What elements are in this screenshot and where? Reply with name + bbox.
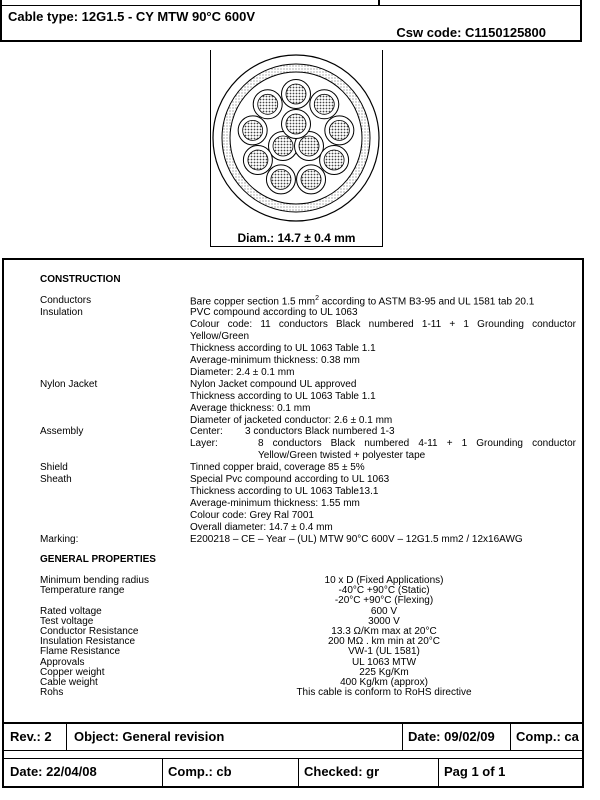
- general-row-label: Rated voltage: [40, 605, 102, 617]
- header-divider-tick: [378, 0, 380, 6]
- general-row-value: VW-1 (UL 1581): [348, 646, 420, 658]
- nylon-line-3: Average thickness: 0.1 mm: [190, 403, 311, 414]
- header-divider-line: [2, 5, 580, 6]
- general-row-value: This cable is conform to RoHS directive: [296, 687, 472, 699]
- footer-divider-2: [298, 758, 299, 786]
- construction-title: CONSTRUCTION: [40, 274, 121, 285]
- insulation-line-4: Thickness according to UL 1063 Table 1.1: [190, 343, 376, 354]
- footer-divider-1: [162, 758, 163, 786]
- general-row-value: 3000 V: [368, 615, 400, 627]
- general-row-label: Cable weight: [40, 677, 98, 688]
- conductor-copper: [324, 150, 344, 170]
- cable-cross-section-box: [210, 50, 383, 247]
- sheath-line-1: Special Pvc compound according to UL 1063: [190, 474, 390, 485]
- nylon-label: Nylon Jacket: [40, 379, 98, 390]
- general-row-label: Approvals: [40, 656, 85, 668]
- general-row-value: -20°C +90°C (Flexing): [334, 595, 434, 607]
- assembly-layer-key: Layer:: [190, 438, 218, 449]
- sheath-line-3: Average-minimum thickness: 1.55 mm: [190, 498, 360, 509]
- specification-box: [2, 258, 584, 724]
- footer-divider-top: [4, 750, 582, 751]
- conductor-copper: [248, 150, 268, 170]
- revision-object: Object: General revision: [74, 729, 225, 744]
- general-row-value: 600 V: [370, 605, 398, 617]
- cable-type: Cable type: 12G1.5 - CY MTW 90°C 600V: [8, 9, 255, 24]
- revision-number: Rev.: 2: [10, 729, 52, 744]
- nylon-line-2: Thickness according to UL 1063 Table 1.1: [190, 391, 376, 402]
- csw-code: Csw code: C1150125800: [396, 25, 546, 40]
- conductors-label: Conductors: [40, 295, 92, 306]
- general-row-value: 400 Kg/km (approx): [340, 677, 428, 688]
- general-row-label: Flame Resistance: [40, 646, 121, 658]
- footer-divider-mid: [4, 758, 582, 759]
- marking-value: E200218 – CE – Year – (UL) MTW 90°C 600V – 12G1.5 mm2 / 12x16AWG: [190, 534, 523, 545]
- general-row-label: Conductor Resistance: [40, 626, 139, 637]
- conductor-copper: [286, 114, 306, 134]
- assembly-center-value: 3 conductors Black numbered 1-3: [245, 426, 395, 437]
- insulation-label: Insulation: [40, 307, 83, 318]
- footer-page: Pag 1 of 1: [444, 764, 506, 779]
- general-row-value: 200 MΩ . km min at 20°C: [327, 636, 441, 648]
- footer-box: [2, 722, 584, 788]
- general-row-label: Rohs: [40, 687, 64, 699]
- nylon-line-4: Diameter of jacketed conductor: 2.6 ± 0.1 mm: [190, 415, 393, 426]
- general-row-label: Insulation Resistance: [40, 636, 136, 648]
- insulation-line-2: Colour code: 11 conductors Black numbered 1-11 + 1 Grounding conductor: [190, 319, 576, 330]
- general-row-label: Copper weight: [40, 666, 105, 678]
- insulation-line-1: PVC compound according to UL 1063: [190, 307, 358, 318]
- assembly-label: Assembly: [40, 426, 84, 437]
- sheath-line-5: Overall diameter: 14.7 ± 0.4 mm: [190, 522, 333, 533]
- rev-divider-3: [510, 722, 511, 750]
- footer-date: Date: 22/04/08: [10, 764, 97, 779]
- assembly-center-key: Center:: [190, 426, 223, 437]
- assembly-layer-value-1: 8 conductors Black numbered 4-11 + 1 Grounding conductor: [258, 438, 576, 449]
- cable-cross-section-drawing: [211, 50, 382, 230]
- conductor-copper: [299, 136, 319, 156]
- general-row-value: 13.3 Ω/Km max at 20°C: [331, 626, 437, 637]
- conductor-copper: [286, 84, 306, 104]
- general-row-value: 10 x D (Fixed Applications): [324, 575, 444, 586]
- conductor-copper: [271, 169, 291, 189]
- rev-divider-2: [402, 722, 403, 750]
- revision-comp: Comp.: ca: [516, 729, 579, 744]
- insulation-line-6: Diameter: 2.4 ± 0.1 mm: [190, 367, 295, 378]
- general-properties-title: GENERAL PROPERTIES: [40, 554, 156, 565]
- header-box: [0, 0, 582, 42]
- general-row-value: 225 Kg/Km: [359, 666, 409, 678]
- insulation-line-3: Yellow/Green: [190, 331, 250, 342]
- conductor-copper: [258, 94, 278, 114]
- conductors-value: Bare copper section 1.5 $mm^2$ according to ASTM B3-95 and UL 1581 tab 20.1: [190, 295, 535, 308]
- revision-date: Date: 09/02/09: [408, 729, 495, 744]
- conductor-copper: [314, 94, 334, 114]
- sheath-label: Sheath: [40, 474, 72, 485]
- nylon-line-1: Nylon Jacket compound UL approved: [190, 379, 357, 390]
- conductor-copper: [243, 120, 263, 140]
- footer-checked: Checked: gr: [304, 764, 380, 779]
- conductor-copper: [329, 120, 349, 140]
- diameter-label: Diam.: 14.7 ± 0.4 mm: [237, 231, 356, 245]
- general-row-value: -40°C +90°C (Static): [338, 585, 430, 597]
- sheath-line-2: Thickness according to UL 1063 Table13.1: [190, 486, 379, 497]
- general-row-value: UL 1063 MTW: [351, 656, 417, 668]
- general-row-label: Temperature range: [40, 585, 125, 597]
- sheath-line-4: Colour code: Grey Ral 7001: [190, 510, 314, 521]
- conductor-copper: [273, 136, 293, 156]
- shield-value: Tinned copper braid, coverage 85 ± 5%: [190, 462, 365, 473]
- shield-label: Shield: [40, 462, 68, 473]
- general-row-label: Minimum bending radius: [40, 575, 149, 586]
- footer-divider-3: [438, 758, 439, 786]
- marking-label: Marking:: [40, 534, 79, 545]
- conductor-copper: [301, 169, 321, 189]
- assembly-layer-value-2: Yellow/Green twisted + polyester tape: [258, 450, 426, 461]
- rev-divider-1: [66, 722, 67, 750]
- insulation-line-5: Average-minimum thickness: 0.38 mm: [190, 355, 360, 366]
- footer-comp: Comp.: cb: [168, 764, 232, 779]
- general-row-label: Test voltage: [40, 615, 94, 627]
